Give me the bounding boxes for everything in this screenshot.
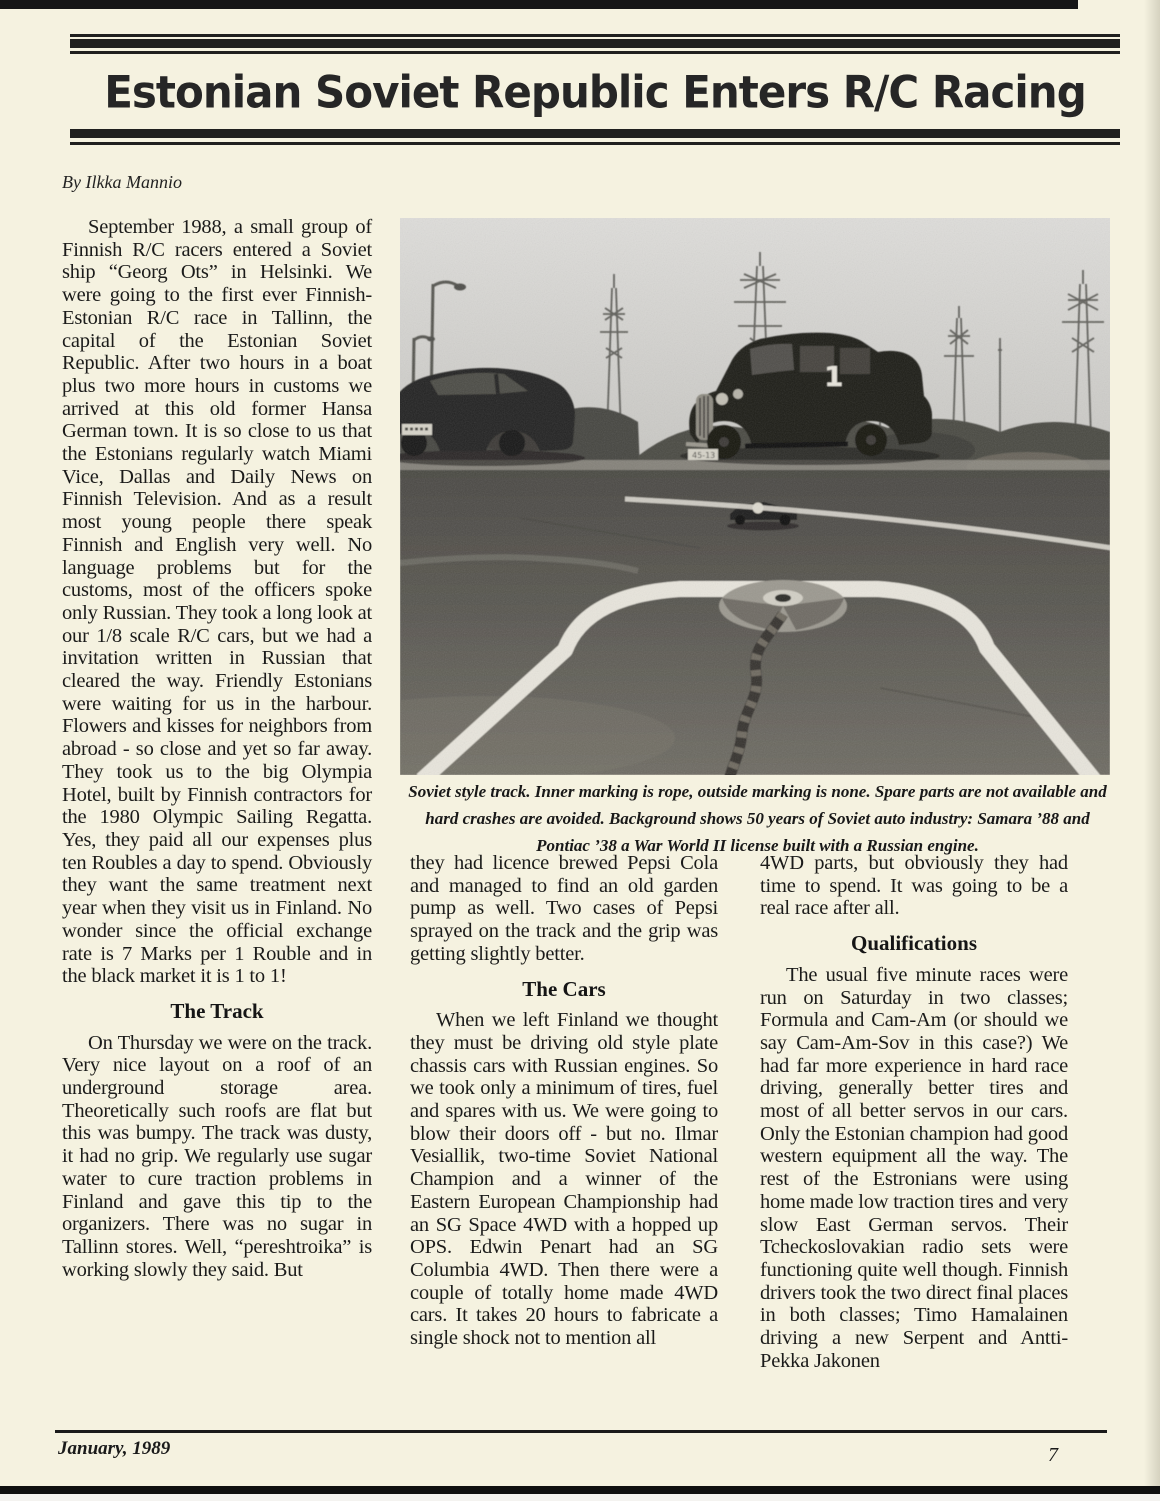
section-heading-the-track: The Track xyxy=(170,998,264,1023)
rule-thin xyxy=(70,51,1120,54)
paragraph: When we left Finland we thought they must be driving old style plate chassis cars with Russian engines. So we took only a minimum of tires, fuel and spares with us. We were going to blow their doors off - but no. Ilmar Vesiallik, two-time Soviet National Champion and a winner of the Eastern European Championship had an SG Space 4WD with a hopped up OPS. Edwin Penart had an SG Columbia 4WD. Then there were a couple of totally home made 4WD cars. It takes 20 hours to fabricate a single shock not to mention all xyxy=(410,1009,718,1350)
paragraph: 4WD parts, but obviously they had time to spend. It was going to be a real race after all. xyxy=(760,852,1068,920)
rule-thick xyxy=(70,39,1120,48)
paragraph: they had licence brewed Pepsi Cola and managed to find an old garden pump as well. Two cases of Pepsi sprayed on the track and the grip was getting slightly better. xyxy=(410,852,718,965)
rule-thick xyxy=(70,129,1120,138)
top-rule-group xyxy=(70,34,1120,54)
section-heading-the-cars: The Cars xyxy=(522,976,606,1001)
column-3 xyxy=(760,852,1068,1372)
track-photo xyxy=(400,218,1110,775)
page-edge-shadow xyxy=(1144,0,1160,1486)
footer-page-number: 7 xyxy=(1048,1444,1058,1466)
svg-text:45-13: 45-13 xyxy=(692,451,716,460)
rule-thin xyxy=(70,142,1120,145)
footer-rule xyxy=(55,1430,1107,1433)
photo-grain xyxy=(400,218,1110,775)
section-heading-qualifications: Qualifications xyxy=(850,931,977,956)
footer-issue-date: January, 1989 xyxy=(58,1438,171,1459)
scan-edge-top xyxy=(0,0,1078,9)
article-title: Estonian Soviet Republic Enters R/C Racing xyxy=(104,66,1086,119)
paragraph: September 1988, a small group of Finnish R/C racers entered a Soviet ship “Georg Ots” in Helsinki. We were going to the first ever Finnish-Estonian R/C race in Tallinn, the capital of the Estonian Soviet Republic. After two hours in a boat plus two more hours in customs we arrived at this old former Hansa German town. It is so close to us that the Estonians regularly watch Miami Vice, Dallas and Daily News on Finnish Television. And as a result most young people there speak Finnish and English very well. No language problems but for the customs, most of the officers spoke only Russian. They took a long look at our 1/8 scale R/C cars, but we had a invitation written in Russian that cleared the way. Friendly Estonians were waiting for us in the harbour. Flowers and kisses for neighbors from abroad - so close and yet so far away. They took us to the big Olympia Hotel, built by Finnish contractors for the 1980 Olympic Sailing Regatta. Yes, they paid all our expenses plus ten Roubles a day to spend. Obviously they want the same treatment next year when they visit us in Finland. No wonder since the official exchange rate is 7 Marks per 1 Rouble and in the black market it is 1 to 1! xyxy=(62,216,372,988)
track-photo-art xyxy=(400,218,1110,775)
column-2 xyxy=(410,852,718,1350)
race-number: 1 xyxy=(824,360,844,393)
paragraph: The usual five minute races were run on Saturday in two classes; Formula and Cam-Am (or should we say Cam-Am-Sov in this case?) We had far more experience in hard race driving, generally better tires and most of all better servos in our cars. Only the Estonian champion had good western equipment all the way. The rest of the Estronians were using home made low traction tires and very slow East German servos. Their Tcheckoslovakian radio sets were functioning quite well though. Finnish drivers took the two direct final places in both classes; Timo Hamalainen driving a new Serpent and Antti-Pekka Jakonen xyxy=(760,963,1068,1372)
scan-edge-bottom xyxy=(0,1486,1160,1494)
photo-caption: Soviet style track. Inner marking is rope, outside marking is none. Spare parts are not available and hard crashes are avoided. Background shows 50 years of Soviet auto industry: Samara ’88 and Pontiac ’38 a War World II license built with a Russian engine. xyxy=(408,782,1107,855)
title-rule-group xyxy=(70,129,1120,145)
column-1 xyxy=(62,216,372,1281)
byline: By Ilkka Mannio xyxy=(62,172,182,192)
scan-background xyxy=(0,1494,1160,1501)
paragraph: On Thursday we were on the track. Very nice layout on a roof of an underground storage area. Theoretically such roofs are flat but this was bumpy. The track was dusty, it had no grip. We regularly use sugar water to cure traction problems in Finland and gave this tip to the organizers. There was no sugar in Tallinn stores. Well, “pereshtroika” is working slowly they said. But xyxy=(62,1031,372,1281)
